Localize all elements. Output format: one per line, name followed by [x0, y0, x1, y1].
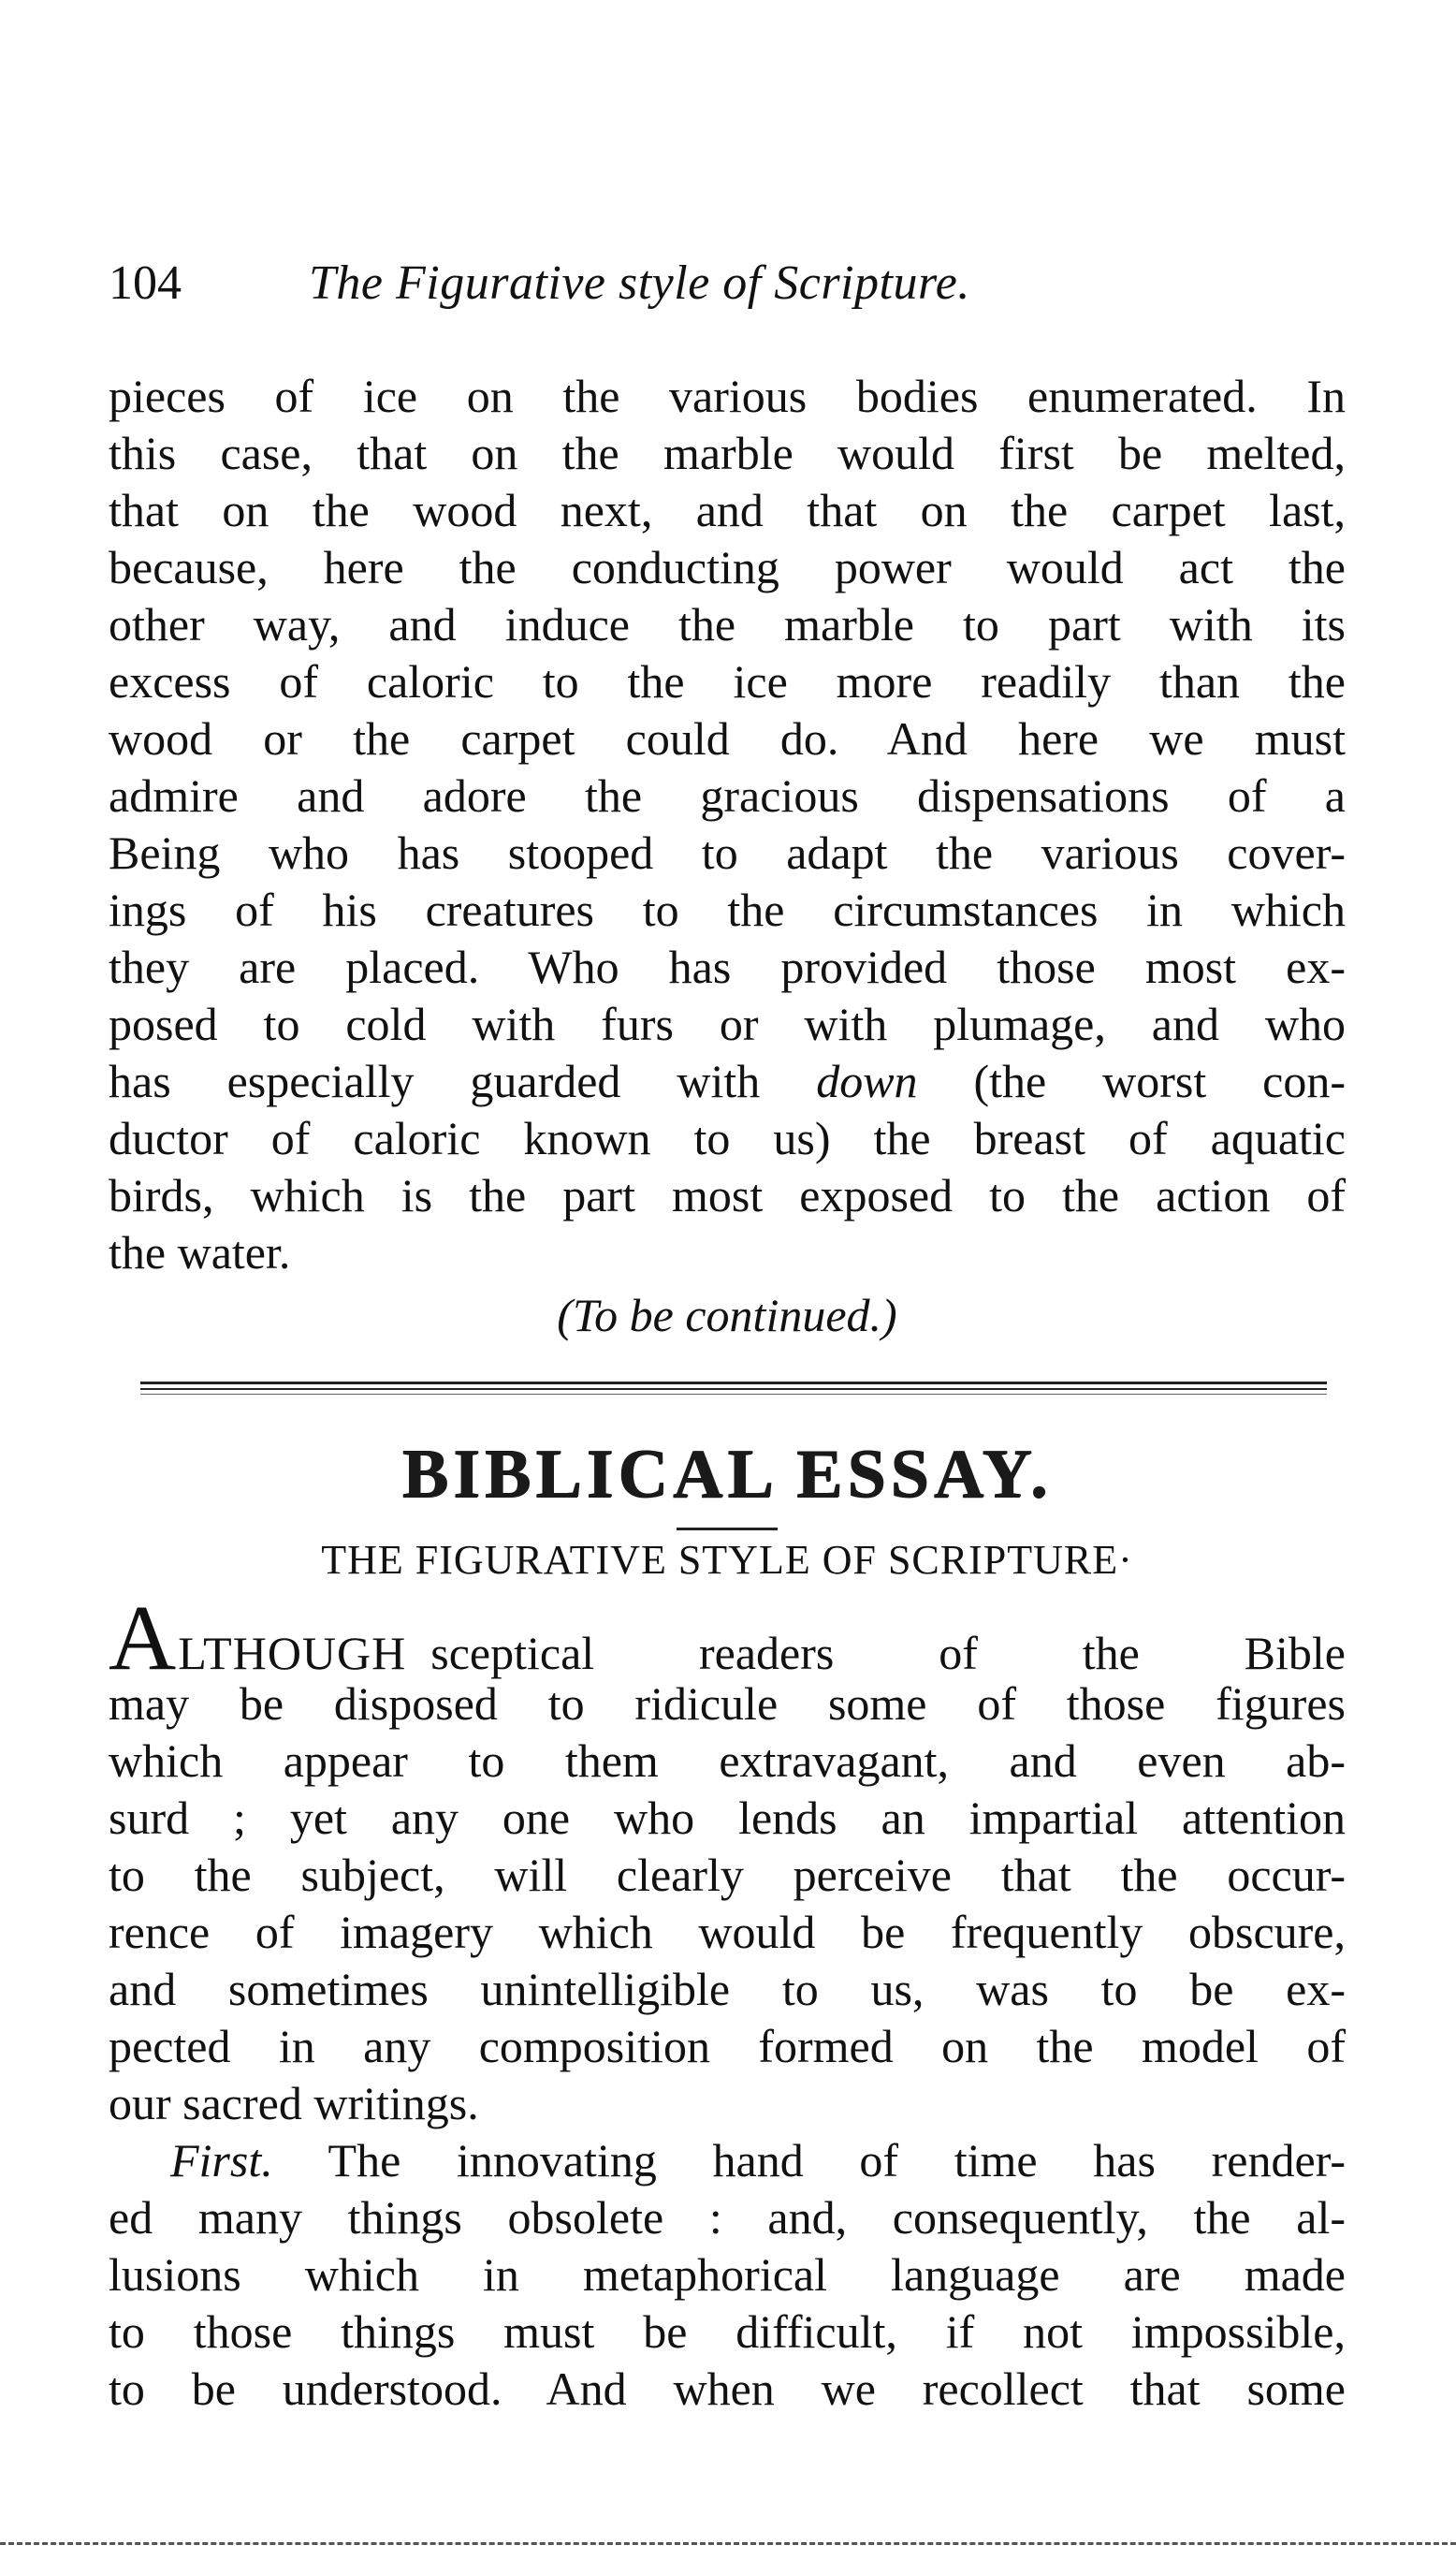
- section-subtitle: THE FIGURATIVE STYLE OF SCRIPTURE·: [321, 1537, 1133, 1583]
- text-line: because, here the conducting power would act the: [109, 541, 1346, 593]
- text-segment: (the worst con-: [917, 1055, 1347, 1107]
- text-line: to the subject, will clearly perceive that the occur-: [109, 1849, 1346, 1901]
- page-edge-border: [0, 2542, 1456, 2545]
- text-line: and sometimes unintelligible to us, was to be ex-: [109, 1963, 1346, 2015]
- section-divider: [140, 1388, 1327, 1390]
- text-line: ings of his creatures to the circumstances in which: [109, 884, 1346, 936]
- text-line: to be understood. And when we recollect that some: [109, 2362, 1346, 2415]
- section-divider: [140, 1382, 1327, 1384]
- section-heading: BIBLICAL ESSAY.: [401, 1436, 1053, 1513]
- drop-cap: A: [109, 1586, 177, 1689]
- text-line: admire and adore the gracious dispensations of a: [109, 769, 1346, 822]
- section-divider: [140, 1394, 1327, 1395]
- text-line: pected in any composition formed on the model of: [109, 2020, 1346, 2072]
- italic-word: First.: [170, 2134, 273, 2186]
- text-line: ductor of caloric known to us) the breast of aquatic: [109, 1112, 1346, 1164]
- text-line: that on the wood next, and that on the carpet last,: [109, 484, 1346, 536]
- italic-word: down: [816, 1055, 918, 1107]
- text-line: [109, 1053, 1346, 1110]
- text-line: pieces of ice on the various bodies enumerated. In: [109, 370, 1346, 422]
- text-line: they are placed. Who has provided those most ex-: [109, 941, 1346, 993]
- page-number: 104: [109, 256, 182, 310]
- text-line: ed many things obsolete : and, consequently, the al-: [109, 2191, 1346, 2244]
- text-line: may be disposed to ridicule some of those figures: [109, 1677, 1346, 1730]
- essay-body: [109, 1586, 1346, 2418]
- text-segment: The innovating hand of time has render-: [272, 2134, 1346, 2186]
- running-title: The Figurative style of Scripture.: [309, 256, 970, 310]
- text-line: [109, 1586, 1346, 1689]
- text-line: posed to cold with furs or with plumage, and who: [109, 998, 1346, 1050]
- running-head: [109, 251, 1344, 316]
- opening-word: LTHOUGH: [178, 1627, 407, 1679]
- text-segment: has especially guarded with: [109, 1055, 817, 1107]
- text-line: lusions which in metaphorical language are made: [109, 2248, 1346, 2301]
- text-line: this case, that on the marble would first be melted,: [109, 427, 1346, 479]
- body-paragraph-continued: [109, 368, 1346, 1281]
- text-line: Being who has stooped to adapt the various cover-: [109, 826, 1346, 879]
- text-line: excess of caloric to the ice more readily than the: [109, 655, 1346, 708]
- text-segment: sceptical readers of the Bible: [430, 1627, 1346, 1679]
- text-line: which appear to them extravagant, and even ab-: [109, 1734, 1346, 1787]
- text-line: [109, 2132, 1346, 2189]
- text-line: rence of imagery which would be frequently obscure,: [109, 1906, 1346, 1958]
- text-line: the water.: [109, 1226, 291, 1279]
- text-line: to those things must be difficult, if not impossible,: [109, 2305, 1346, 2358]
- text-line: wood or the carpet could do. And here we must: [109, 712, 1346, 765]
- text-line: birds, which is the part most exposed to the action of: [109, 1169, 1346, 1221]
- text-line: other way, and induce the marble to part with its: [109, 598, 1346, 651]
- text-line: our sacred writings.: [109, 2077, 479, 2129]
- text-line: surd ; yet any one who lends an impartial attention: [109, 1792, 1346, 1844]
- continued-note: (To be continued.): [557, 1289, 897, 1341]
